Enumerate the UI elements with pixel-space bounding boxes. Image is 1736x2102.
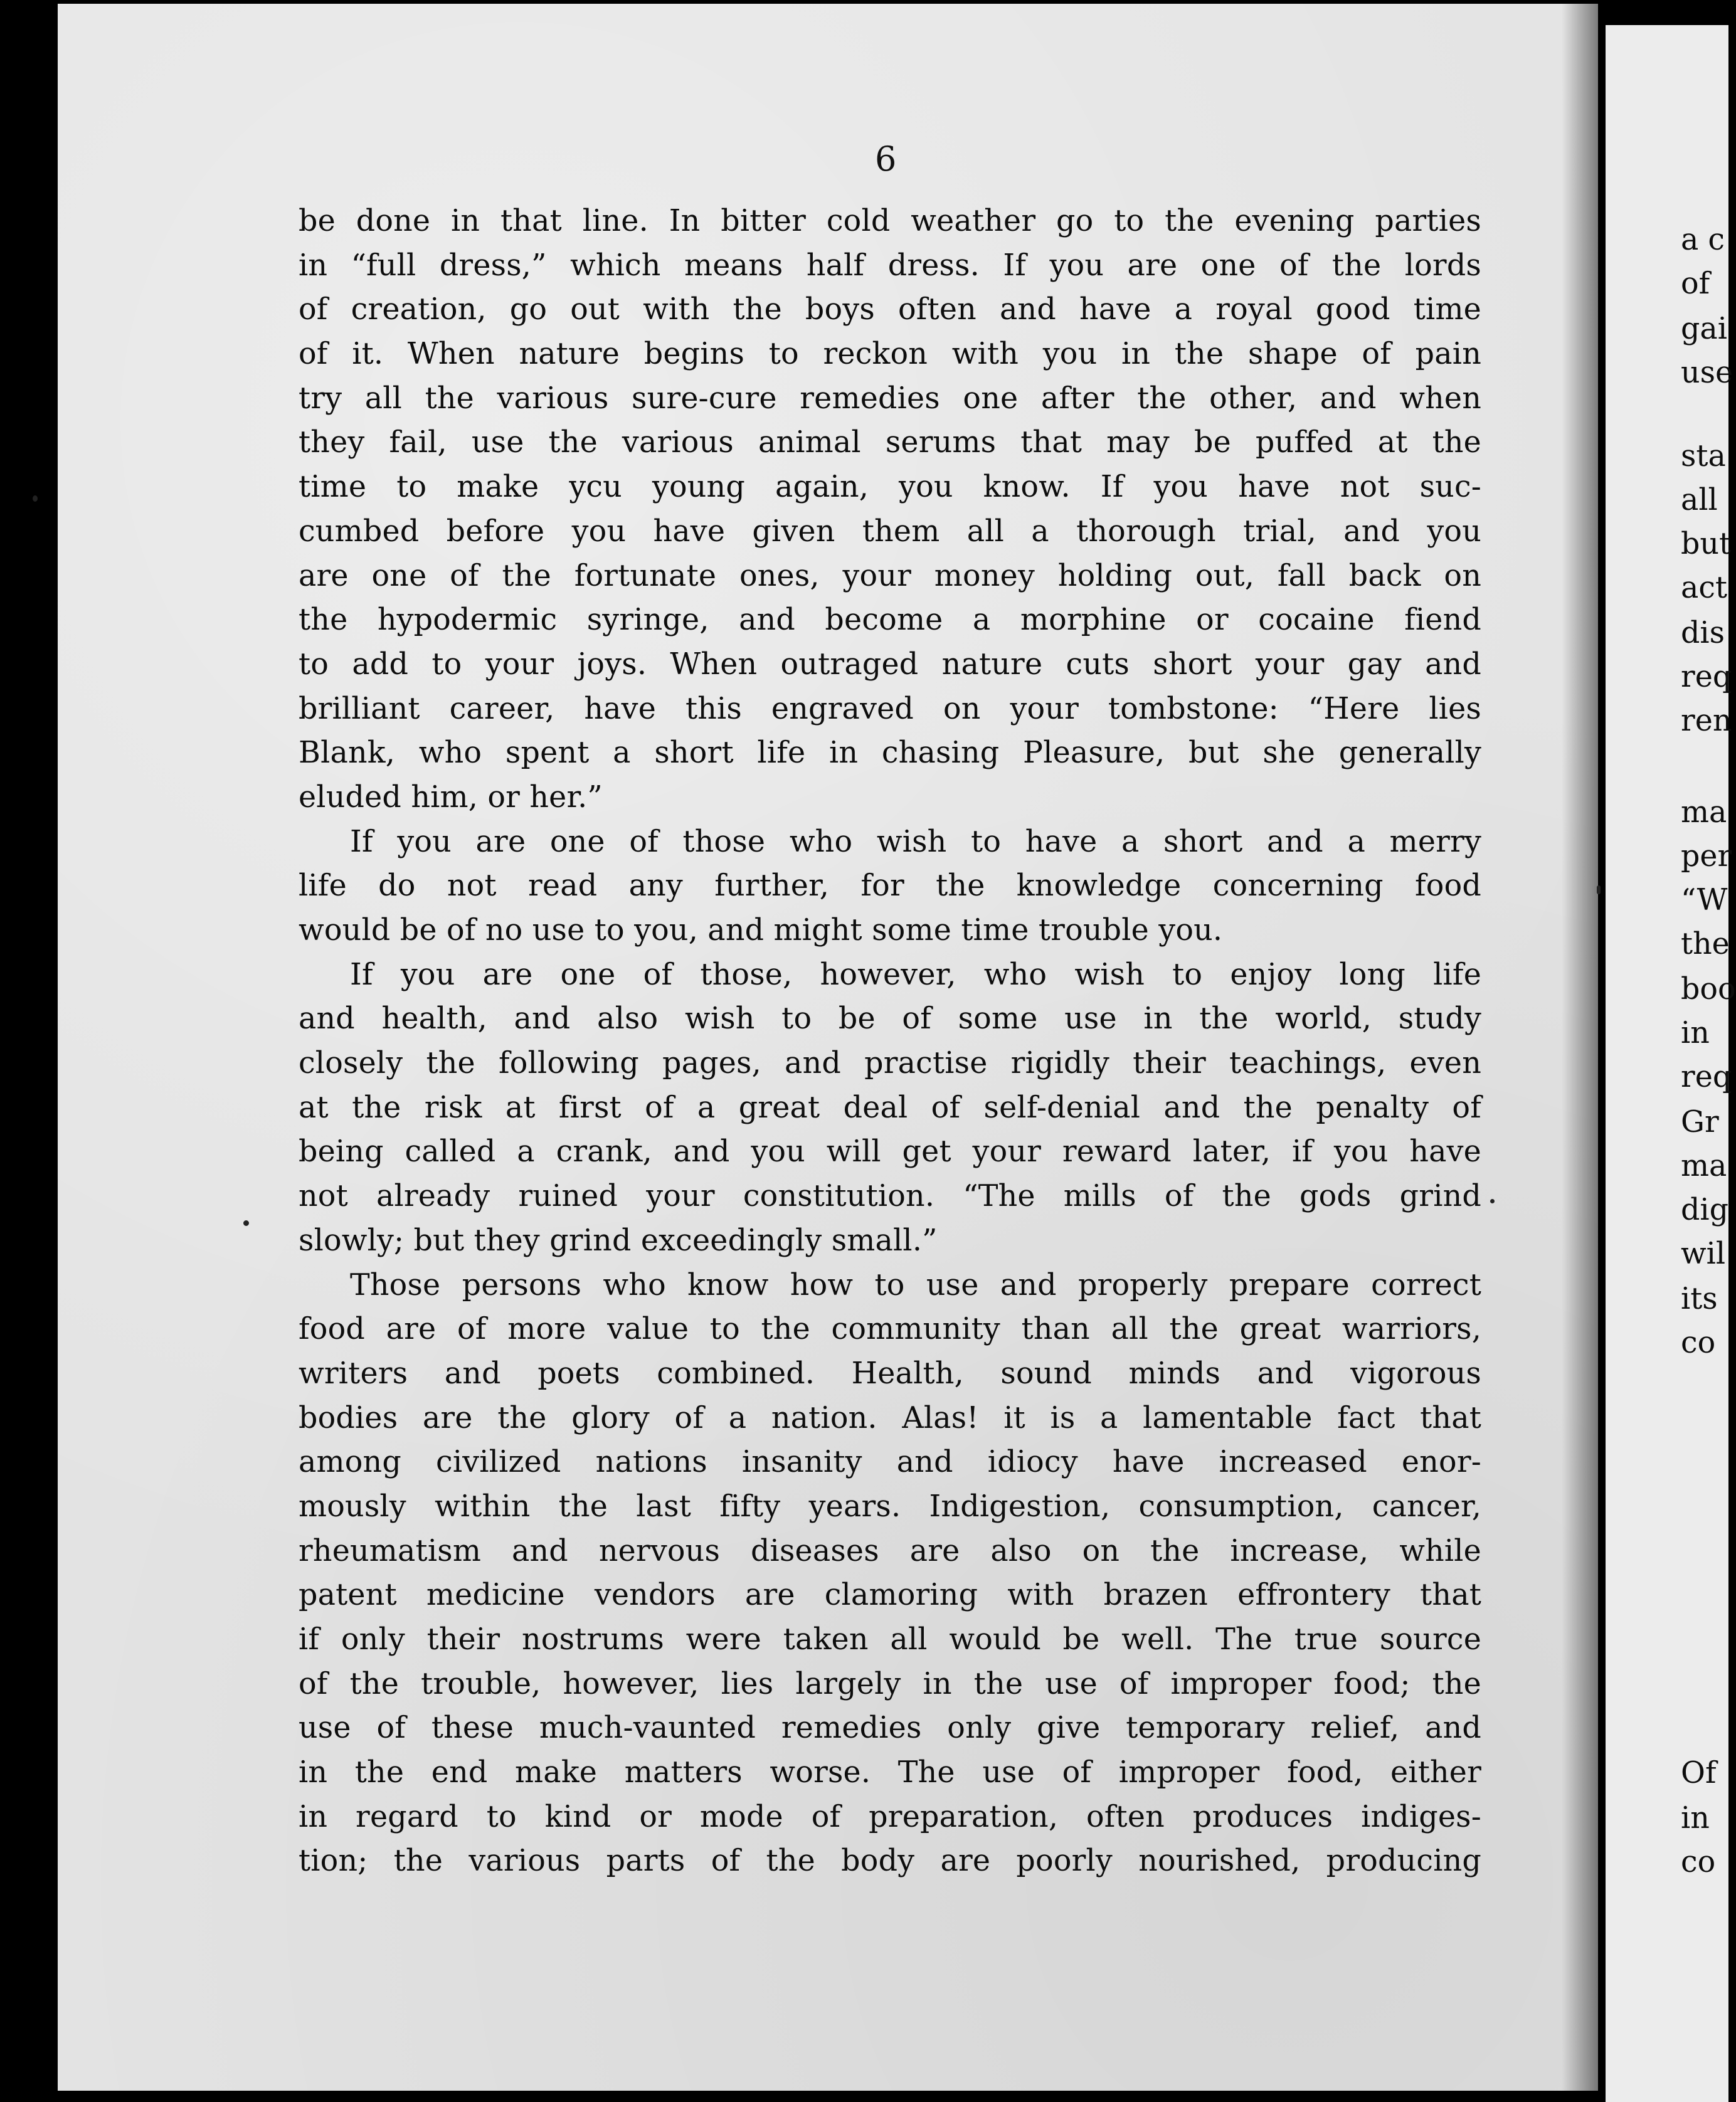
text-line: writers and poets combined. Health, sound minds and vigorous (299, 1356, 1481, 1391)
facing-page-fragment: of (1681, 267, 1710, 301)
text-line: be done in that line. In bitter cold weather go to the evening parties (299, 204, 1481, 238)
text-line: not already ruined your constitution. “The mills of the gods grind (299, 1179, 1481, 1214)
text-line: tion; the various parts of the body are poorly nourished, producing (299, 1844, 1481, 1879)
text-line: bodies are the glory of a nation. Alas! it is a lamentable fact that (299, 1400, 1481, 1435)
text-line: of the trouble, however, lies largely in the use of improper food; the (299, 1666, 1481, 1701)
text-line: If you are one of those who wish to have a short and a merry (350, 824, 1481, 859)
facing-page-fragment: co (1681, 1326, 1716, 1360)
facing-page-fragment: per (1681, 839, 1732, 874)
text-line: in “full dress,” which means half dress. If you are one of the lords (299, 248, 1481, 283)
text-line: in regard to kind or mode of preparation, often produces indiges- (299, 1799, 1481, 1834)
text-line: brilliant career, have this engraved on your tombstone: “Here lies (299, 691, 1481, 726)
text-line: of it. When nature begins to reckon with you in the shape of pain (299, 337, 1481, 372)
text-line: time to make ycu young again, you know. If you have not suc- (299, 470, 1481, 505)
text-line: of creation, go out with the boys often and have a royal good time (299, 292, 1481, 327)
facing-page-fragment: co (1681, 1845, 1716, 1879)
facing-page-fragment: req (1681, 660, 1732, 694)
text-line: they fail, use the various animal serums that may be puffed at the (299, 425, 1481, 460)
facing-page-fragment: sta (1681, 439, 1726, 473)
facing-page-fragment: but (1681, 527, 1732, 561)
facing-page-fragment: req (1681, 1060, 1732, 1094)
text-line: cumbed before you have given them all a thorough trial, and you (299, 514, 1481, 549)
text-line: would be of no use to you, and might some time trouble you. (299, 913, 1223, 948)
text-line: being called a crank, and you will get your reward later, if you have (299, 1134, 1481, 1170)
facing-page-fragment: act (1681, 571, 1728, 605)
text-line: rheumatism and nervous diseases are also on the increase, while (299, 1533, 1481, 1568)
facing-page-fragment: in (1681, 1801, 1710, 1835)
dust-speck (1490, 1199, 1495, 1203)
text-line: Blank, who spent a short life in chasing Pleasure, but she generally (299, 736, 1481, 771)
body-text (299, 199, 1481, 1884)
facing-page-fragment: in (1681, 1016, 1710, 1050)
text-line: are one of the fortunate ones, your money holding out, fall back on (299, 558, 1481, 593)
facing-page-fragment: “W (1681, 883, 1728, 917)
text-line: if only their nostrums were taken all would be well. The true source (299, 1622, 1481, 1657)
text-line: among civilized nations insanity and idiocy have increased enor- (299, 1445, 1481, 1480)
text-line: in the end make matters worse. The use of improper food, either (299, 1755, 1481, 1790)
text-line: If you are one of those, however, who wish to enjoy long life (350, 957, 1481, 992)
facing-page-fragment: ren (1681, 704, 1732, 738)
facing-page-fragment: gai (1681, 312, 1727, 346)
text-line: eluded him, or her.” (299, 779, 603, 815)
text-line: try all the various sure-cure remedies one after the other, and when (299, 381, 1481, 416)
facing-page-fragment: wil (1681, 1237, 1726, 1271)
facing-page-fragment: Of (1681, 1756, 1717, 1790)
dust-speck (243, 1220, 249, 1226)
facing-page-fragment: ma (1681, 795, 1727, 830)
facing-page-fragment: use (1681, 356, 1733, 390)
text-line: and health, and also wish to be of some use in the world, study (299, 1001, 1481, 1037)
text-line: life do not read any further, for the knowledge concerning food (299, 869, 1481, 904)
facing-page-fragment: Gr (1681, 1105, 1719, 1139)
dust-speck (1597, 885, 1601, 894)
text-line: use of these much-vaunted remedies only give temporary relief, and (299, 1711, 1481, 1746)
text-line: to add to your joys. When outraged nature cuts short your gay and (299, 647, 1481, 682)
text-line: at the risk at first of a great deal of self-denial and the penalty of (299, 1090, 1481, 1125)
facing-page-fragment: ma (1681, 1149, 1727, 1183)
facing-page-fragment: dis (1681, 616, 1725, 650)
facing-page-fragment: dig (1681, 1193, 1729, 1227)
facing-page-fragment: boo (1681, 972, 1736, 1006)
page-number: 6 (875, 139, 897, 179)
text-line: patent medicine vendors are clamoring with brazen effrontery that (299, 1578, 1481, 1613)
facing-page-fragment: the (1681, 927, 1730, 961)
text-line: slowly; but they grind exceedingly small.” (299, 1223, 938, 1258)
facing-page-fragment: its (1681, 1282, 1718, 1316)
dust-speck (33, 495, 38, 502)
gutter-shadow (1562, 0, 1606, 2102)
text-line: the hypodermic syringe, and become a morphine or cocaine fiend (299, 603, 1481, 638)
text-line: closely the following pages, and practise rigidly their teachings, even (299, 1046, 1481, 1081)
text-line: mously within the last fifty years. Indigestion, consumption, cancer, (299, 1489, 1481, 1524)
text-line: food are of more value to the community than all the great warriors, (299, 1312, 1481, 1347)
text-line: Those persons who know how to use and properly prepare correct (350, 1267, 1481, 1302)
facing-page-fragment: all (1681, 483, 1718, 517)
facing-page-fragment: a c (1681, 223, 1725, 257)
